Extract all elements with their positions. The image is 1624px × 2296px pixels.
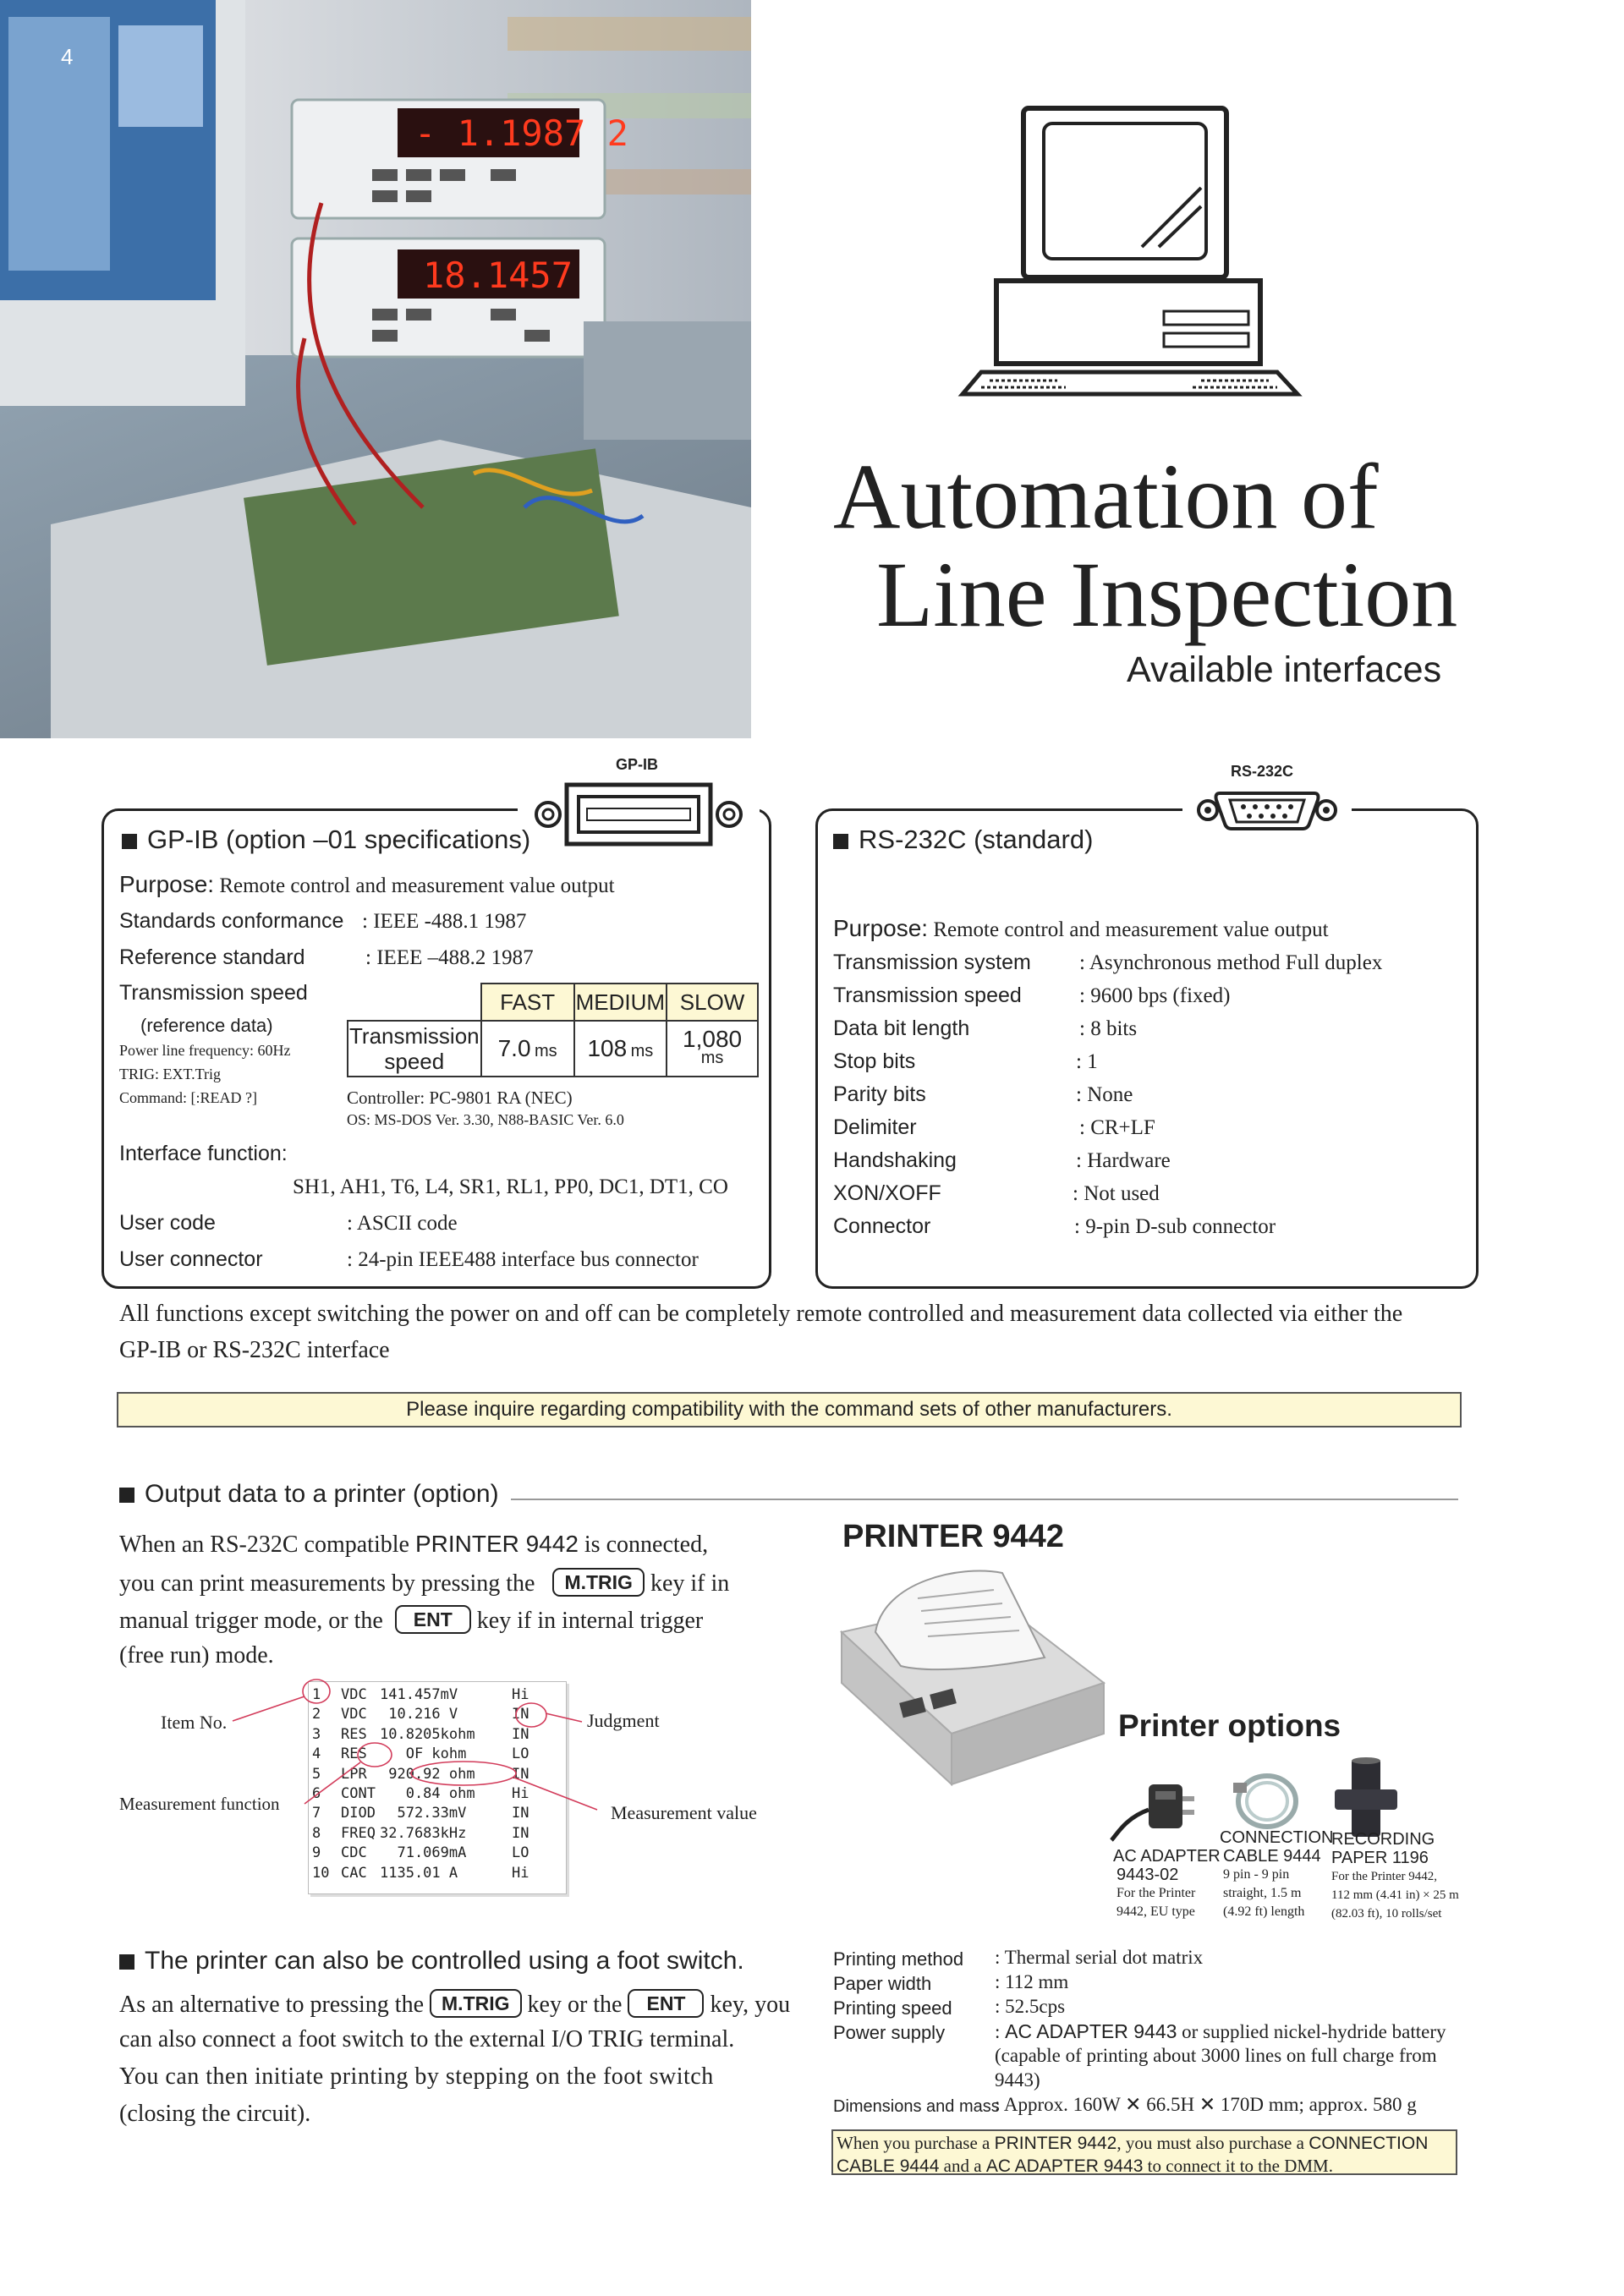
gpib-os: OS: MS-DOS Ver. 3.30, N88-BASIC Ver. 6.0 (347, 1111, 624, 1128)
page-subtitle: Available interfaces (1127, 649, 1442, 690)
spec-method-label: Printing method (833, 1948, 964, 1970)
purchase-c: , you must also purchase a (1116, 2133, 1309, 2153)
gpib-controller: Controller: PC-9801 RA (NEC) (347, 1088, 573, 1108)
paper-note1: For the Printer 9442, (1331, 1870, 1437, 1883)
printout-function: CONT (341, 1785, 376, 1803)
gpib-interface-value: SH1, AH1, T6, L4, SR1, RL1, PP0, DC1, DT1, CO (293, 1175, 728, 1198)
page-number: 4 (61, 44, 74, 69)
printout-item-no: 10 (312, 1864, 330, 1882)
measurement-value-label: Measurement value (611, 1802, 757, 1823)
rs232c-connector-icon (1182, 785, 1352, 836)
printout-judgment: IN (512, 1706, 529, 1723)
printout-function: LPR (341, 1765, 367, 1783)
computer-icon (956, 103, 1303, 399)
foot-l1-b: key or the (527, 1992, 623, 2018)
output-p3-b: key if in internal trigger (476, 1608, 704, 1634)
rs232c-label-1: Transmission speed (833, 984, 1022, 1007)
page-title-line1: Automation of (833, 445, 1379, 548)
foot-line2: can also connect a foot switch to the external I/O TRIG terminal. (119, 2026, 735, 2052)
printout-judgment: Hi (512, 1864, 529, 1882)
output-heading-text: Output data to a printer (option) (145, 1480, 499, 1508)
medium-unit: ms (630, 1042, 654, 1060)
recording-paper-option (1331, 1830, 1459, 1923)
rs232c-label-6: Handshaking (833, 1148, 957, 1172)
rs232c-value-8: : 9-pin D-sub connector (1074, 1215, 1276, 1238)
printout-function: VDC (341, 1706, 367, 1723)
printer-9442-image (833, 1564, 1112, 1801)
output-para-line1 (119, 1531, 708, 1559)
photo-dmm-test-station (0, 0, 751, 738)
printout-value: 920.92 ohm (380, 1765, 475, 1783)
ac-adapter-note1: For the Printer (1116, 1886, 1196, 1900)
table-header-medium: MEDIUM (574, 984, 667, 1021)
printout-value: OF kohm (380, 1745, 467, 1763)
fast-unit: ms (535, 1042, 557, 1060)
slow-unit: ms (700, 1049, 724, 1067)
cable-note1: 9 pin - 9 pin (1223, 1867, 1290, 1882)
output-p1-a: When an RS-232C compatible (119, 1532, 415, 1558)
recording-paper-image (1328, 1756, 1404, 1840)
printout-judgment: IN (512, 1805, 529, 1822)
upper-display-readout: - 1.1987 2 (414, 112, 628, 154)
output-p1-printer: PRINTER 9442 (414, 1531, 579, 1557)
printout-function: CAC (341, 1864, 367, 1882)
paper-name: RECORDING (1331, 1830, 1435, 1849)
rs232c-connector-label: RS-232C (1231, 763, 1294, 780)
printout-function: VDC (341, 1686, 367, 1703)
rs232c-value-5: : CR+LF (1079, 1116, 1155, 1139)
printout-item-no: 5 (312, 1765, 321, 1783)
printout-value: 10.216 V (380, 1706, 458, 1723)
inquiry-note-box (117, 1392, 1462, 1427)
purchase-a: When you purchase a (837, 2133, 995, 2153)
spec-width-label: Paper width (833, 1973, 932, 1994)
output-p2-b: key if in (650, 1570, 730, 1597)
rs232c-value-7: : Not used (1073, 1182, 1160, 1205)
ent-key-icon: ENT (395, 1605, 471, 1634)
rs232c-purpose-label: Purpose: (833, 915, 929, 941)
ac-adapter-option (1113, 1847, 1221, 1921)
gpib-power-line: Power line frequency: 60Hz (119, 1042, 291, 1059)
ac-adapter-name: AC ADAPTER (1113, 1847, 1221, 1866)
purchase-h: to connect it to the DMM. (1143, 2156, 1333, 2176)
lower-display-readout: 18.1457 (423, 255, 573, 296)
gpib-purpose-label: Purpose: (119, 871, 215, 897)
square-bullet-icon (833, 834, 848, 849)
printout-function: RES (341, 1725, 367, 1743)
ac-adapter-image (1108, 1759, 1210, 1844)
slow-value: 1,080 (683, 1026, 743, 1052)
page-title-line2: Line Inspection (876, 543, 1458, 646)
spec-power-line2: (capable of printing about 3000 lines on full charge from (995, 2045, 1437, 2066)
printout-item-no: 3 (312, 1725, 321, 1743)
square-bullet-icon (119, 1488, 134, 1503)
gpib-std-value: : IEEE -488.1 1987 (362, 910, 527, 933)
foot-line4: (closing the circuit). (119, 2101, 311, 2127)
gpib-connector-label: GP-IB (616, 756, 659, 773)
printout-value: 141.457mV (380, 1686, 458, 1703)
rs232c-label-4: Parity bits (833, 1082, 926, 1106)
gpib-purpose-value: Remote control and measurement value output (219, 874, 615, 897)
rs232c-value-3: : 1 (1076, 1050, 1098, 1073)
printout-judgment: IN (512, 1824, 529, 1842)
printout-judgment: IN (512, 1765, 529, 1783)
printout-judgment: LO (512, 1844, 529, 1862)
printer-options-title: Printer options (1118, 1708, 1341, 1743)
rs232c-value-2: : 8 bits (1079, 1017, 1138, 1040)
cable-model: CABLE 9444 (1223, 1847, 1321, 1866)
foot-line1 (119, 1989, 790, 2019)
power-value-a: : (995, 2021, 1006, 2042)
purchase-cable: CABLE 9444 (837, 2156, 940, 2176)
cable-name: CONNECTION (1220, 1828, 1334, 1847)
table-row-label: Transmission speed (348, 1021, 481, 1077)
printout-value: 572.33mV (380, 1805, 467, 1822)
connection-cable-option (1220, 1828, 1333, 1921)
foot-l1-c: key, you (710, 1992, 791, 2018)
cable-note3: (4.92 ft) length (1223, 1904, 1305, 1919)
output-para-line4: (free run) mode. (119, 1642, 274, 1669)
output-p3-a: manual trigger mode, or the (119, 1608, 383, 1634)
printout-item-no: 8 (312, 1824, 321, 1842)
gpib-reference-data: (reference data) (140, 1015, 273, 1036)
foot-line3: You can then initiate printing by stepping on the foot switch (119, 2063, 714, 2090)
purchase-connection: CONNECTION (1309, 2134, 1429, 2153)
printout-value: 1135.01 A (380, 1864, 458, 1882)
printout-judgment: Hi (512, 1686, 529, 1703)
foot-l1-a: As an alternative to pressing the (119, 1992, 425, 2018)
purchase-f: and a (939, 2156, 986, 2176)
purchase-adapter: AC ADAPTER 9443 (985, 2156, 1144, 2176)
printer-title: PRINTER 9442 (842, 1519, 1064, 1554)
table-cell-fast (481, 1021, 574, 1077)
power-value-c: or supplied nickel-hydride battery (1177, 2021, 1446, 2042)
gpib-transmission-table (347, 983, 759, 1077)
printout-value: 71.069mA (380, 1844, 467, 1862)
spec-speed-value: : 52.5cps (995, 1996, 1066, 2017)
item-no-label: Item No. (161, 1712, 228, 1733)
printout-judgment: Hi (512, 1785, 529, 1803)
printout-function: RES (341, 1745, 367, 1763)
rs232c-heading (833, 825, 1093, 855)
paper-note2: 112 mm (4.41 in) × 25 m (1331, 1888, 1459, 1902)
table-header-fast: FAST (481, 984, 574, 1021)
printout-item-no: 2 (312, 1706, 321, 1723)
printout-item-no: 7 (312, 1805, 321, 1822)
remote-note-line2: GP-IB or RS-232C interface (119, 1337, 390, 1363)
mtrig-key-icon-2: M.TRIG (430, 1989, 522, 2018)
table-corner (348, 984, 481, 1021)
square-bullet-icon (119, 1954, 134, 1970)
printout-value: 10.8205kohm (380, 1725, 475, 1743)
mtrig-key-icon: M.TRIG (552, 1568, 645, 1597)
rs232c-value-4: : None (1076, 1083, 1133, 1106)
paper-note3: (82.03 ft), 10 rolls/set (1331, 1907, 1442, 1921)
foot-heading-text: The printer can also be controlled using a foot switch. (145, 1947, 744, 1975)
gpib-heading-text: GP-IB (option –01 specifications) (147, 825, 531, 854)
output-p2-a: you can print measurements by pressing the (119, 1570, 535, 1597)
gpib-userconn-label: User connector (119, 1247, 263, 1271)
measurement-function-label: Measurement function (119, 1794, 280, 1814)
remote-note-line1: All functions except switching the power on and off can be completely remote controlled and measurement data collected via either the (119, 1301, 1403, 1327)
spec-method-value: : Thermal serial dot matrix (995, 1947, 1204, 1968)
spec-dim-label: Dimensions and mass (833, 2097, 1000, 2116)
rs232c-value-0: : Asynchronous method Full duplex (1079, 951, 1383, 974)
output-para-line2 (119, 1568, 729, 1597)
table-cell-medium (574, 1021, 667, 1077)
gpib-command: Command: [:READ ?] (119, 1089, 257, 1106)
inquiry-note-text: Please inquire regarding compatibility with the command sets of other manufacturers. (406, 1398, 1172, 1421)
rs232c-purpose (833, 915, 1329, 942)
square-bullet-icon (122, 834, 137, 849)
cable-note2: straight, 1.5 m (1223, 1886, 1302, 1900)
output-heading-rule (511, 1499, 1458, 1500)
gpib-std-label: Standards conformance (119, 909, 344, 933)
spec-power-line3: 9443) (995, 2069, 1040, 2091)
gpib-heading (122, 825, 530, 855)
rs232c-value-6: : Hardware (1076, 1149, 1171, 1172)
purchase-printer: PRINTER 9442 (994, 2134, 1117, 2153)
spec-speed-label: Printing speed (833, 1997, 952, 2019)
gpib-usercode-label: User code (119, 1211, 216, 1235)
printout-value: 0.84 ohm (380, 1785, 475, 1803)
output-para-line3 (119, 1605, 703, 1635)
foot-heading (119, 1947, 744, 1975)
printout-item-no: 6 (312, 1785, 321, 1803)
rs232c-label-8: Connector (833, 1214, 931, 1238)
photo-illustration (0, 0, 751, 738)
fast-value: 7.0 (497, 1035, 531, 1061)
power-value-adapter: AC ADAPTER 9443 (1005, 2020, 1177, 2042)
spec-power-label: Power supply (833, 2022, 946, 2043)
purchase-note-box (831, 2129, 1457, 2175)
printout-item-no: 4 (312, 1745, 321, 1763)
ac-adapter-model: 9443-02 (1116, 1866, 1179, 1884)
gpib-connector-icon (518, 778, 760, 851)
gpib-purpose (119, 871, 615, 898)
gpib-trig: TRIG: EXT.Trig (119, 1066, 222, 1082)
rs232c-purpose-value: Remote control and measurement value output (933, 918, 1329, 941)
printout-function: FREQ (341, 1824, 376, 1842)
printout-function: DIOD (341, 1805, 376, 1822)
table-header-slow: SLOW (667, 984, 758, 1021)
rs232c-heading-text: RS-232C (standard) (859, 825, 1094, 854)
output-p1-c: is connected, (578, 1532, 709, 1558)
printout-item-no: 9 (312, 1844, 321, 1862)
gpib-ref-label: Reference standard (119, 945, 305, 969)
printout-function: CDC (341, 1844, 367, 1862)
rs232c-label-5: Delimiter (833, 1115, 917, 1139)
printout-item-no: 1 (312, 1686, 321, 1703)
gpib-interface-label: Interface function: (119, 1142, 288, 1165)
rs232c-label-0: Transmission system (833, 951, 1031, 974)
table-cell-slow (667, 1021, 758, 1077)
paper-model: PAPER 1196 (1331, 1849, 1429, 1867)
gpib-ref-value: : IEEE –488.2 1987 (365, 946, 534, 969)
printout-judgment: IN (512, 1725, 529, 1743)
rs232c-label-3: Stop bits (833, 1049, 916, 1073)
ent-key-icon-2: ENT (628, 1989, 704, 2018)
spec-dim-value: : Approx. 160W ✕ 66.5H ✕ 170D mm; approx. 580 g (995, 2094, 1417, 2115)
gpib-userconn-value: : 24-pin IEEE488 interface bus connector (347, 1248, 699, 1271)
gpib-speed-label: Transmission speed (119, 981, 308, 1005)
rs232c-label-7: XON/XOFF (833, 1181, 941, 1205)
printout-value: 32.7683kHz (380, 1824, 467, 1842)
rs232c-label-2: Data bit length (833, 1016, 970, 1040)
spec-width-value: : 112 mm (995, 1971, 1069, 1992)
gpib-usercode-value: : ASCII code (347, 1212, 458, 1235)
rs232c-value-1: : 9600 bps (fixed) (1079, 984, 1231, 1007)
output-heading (119, 1480, 499, 1509)
medium-value: 108 (587, 1035, 628, 1061)
judgment-label: Judgment (587, 1710, 660, 1731)
ac-adapter-note2: 9442, EU type (1116, 1904, 1195, 1919)
printout-judgment: LO (512, 1745, 529, 1763)
spec-power-value (995, 2020, 1446, 2043)
